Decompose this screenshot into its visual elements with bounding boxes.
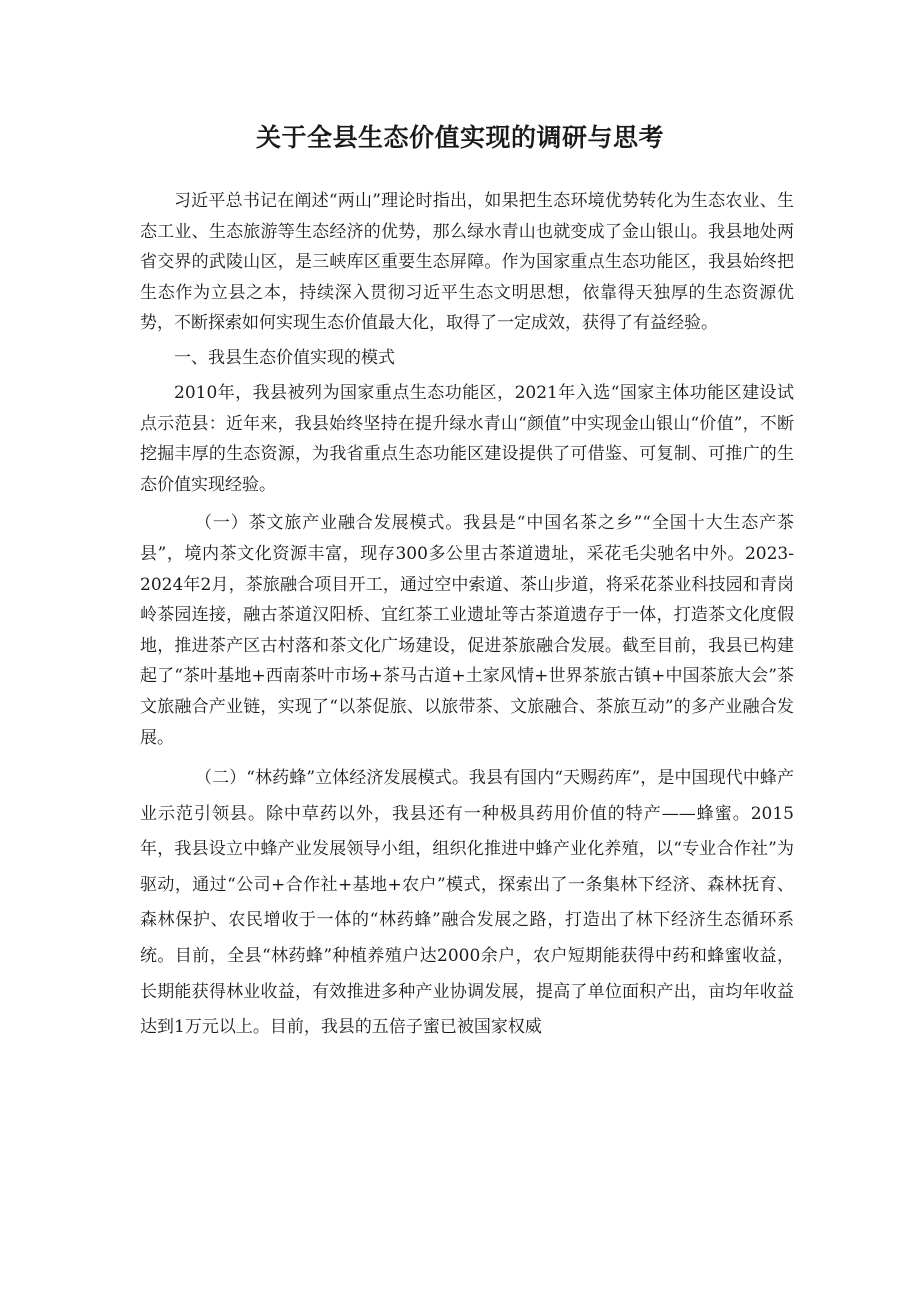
item-2-paragraph: （二）“林药蜂”立体经济发展模式。我县有国内“天赐药库”，是中国现代中蜂产业示范引领县。除中草药以外，我县还有一种极具药用价值的特产——蜂蜜。2015年，我县设立中蜂产业发展领导小组，组织化推进中蜂产业化养殖，以“专业合作社”为驱动，通过“公司+合作社+基地+农户”模式，探索出了一条集林下经济、森林抚育、森林保护、农民增收于一体的“林药蜂”融合发展之路，打造出了林下经济生态循环系统。目前，全县“林药蜂”种植养殖户达2000余户，农户短期能获得中药和蜂蜜收益，长期能获得林业收益，有效推进多种产业协调发展，提高了单位面积产出，亩均年收益达到1万元以上。目前，我县的五倍子蜜已被国家权威 bbox=[140, 768, 794, 1038]
document-body bbox=[140, 186, 794, 1046]
section-1-paragraph: 2010年，我县被列为国家重点生态功能区，2021年入选“国家主体功能区建设试点示范县：近年来，我县始终坚持在提升绿水青山“颜值”中实现金山银山“价值”，不断挖掘丰厚的生态资源，为我省重点生态功能区建设提供了可借鉴、可复制、可推广的生态价值实现经验。 bbox=[140, 382, 794, 495]
section-heading-1: 一、我县生态价值实现的模式 bbox=[174, 347, 395, 368]
document-title: 关于全县生态价值实现的调研与思考 bbox=[255, 123, 664, 152]
intro-paragraph: 习近平总书记在阐述“两山”理论时指出，如果把生态环境优势转化为生态农业、生态工业、生态旅游等生态经济的优势，那么绿水青山也就变成了金山银山。我县地处两省交界的武陵山区，是三峡库区重要生态屏障。作为国家重点生态功能区，我县始终把生态作为立县之本，持续深入贯彻习近平生态文明思想，依靠得天独厚的生态资源优势，不断探索如何实现生态价值最大化，取得了一定成效，获得了有益经验。 bbox=[140, 191, 794, 334]
item-1-paragraph: （一）茶文旅产业融合发展模式。我县是“中国名茶之乡”“全国十大生态产茶县”，境内茶文化资源丰富，现存300多公里古茶道遗址，采花毛尖驰名中外。2023-2024年2月，茶旅融合项目开工，通过空中索道、茶山步道，将采花茶业科技园和青岗岭茶园连接，融古茶道汉阳桥、宜红茶工业遗址等古茶道遗存于一体，打造茶文化度假地，推进茶产区古村落和茶文化广场建设，促进茶旅融合发展。截至目前，我县已构建起了“茶叶基地+西南茶叶市场+茶马古道+土家风情+世界茶旅古镇+中国茶旅大会”茶文旅融合产业链，实现了“以茶促旅、以旅带茶、文旅融合、茶旅互动”的多产业融合发展。 bbox=[140, 513, 794, 748]
